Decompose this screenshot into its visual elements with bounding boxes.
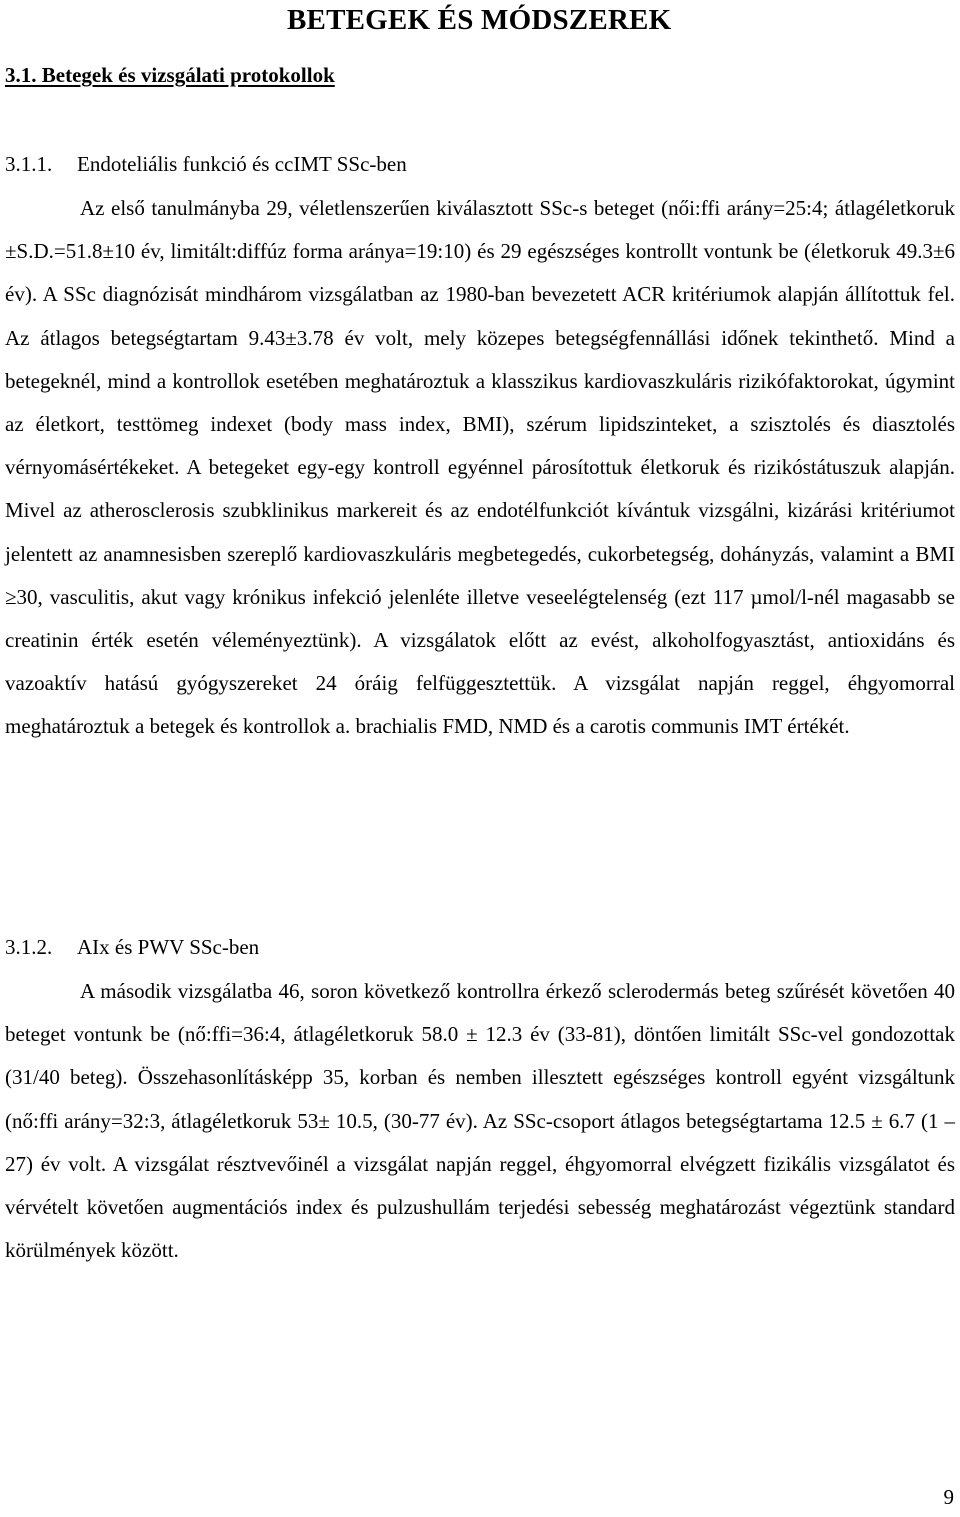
subsection-paragraph-1: Az első tanulmányba 29, véletlenszerűen kiválasztott SSc-s beteget (női:ffi arány=25:4; átlagéletkoruk ±S.D.=51.8±10 év, limitált:diffúz forma aránya=19:10) és 29 egészséges kontrollt vontunk be (életkoruk 49.3±6 év). A SSc diagnózisát mindhárom vizsgálatban az 1980-ban bevezetett ACR kritériumok alapján állítottuk fel. Az átlagos betegségtartam 9.43±3.78 év volt, mely közepes betegségfennállási időnek tekinthető. Mind a betegeknél, mind a kontrollok esetében meghatároztuk a klasszikus kardiovaszkuláris rizikófaktorokat, úgymint az életkort, testtömeg indexet (body mass index, BMI), szérum lipidszinteket, a szisztolés és diasztolés vérnyomásértékeket. A betegeket egy-egy kontroll egyénnel párosítottuk életkoruk és rizikóstátuszuk alapján. Mivel az atherosclerosis szubklinikus markereit és az endotélfunkciót kívántuk vizsgálni, kizárási kritériumot jelentett az anamnesisben szereplő kardiovaszkuláris megbetegedés, cukorbetegség, dohányzás, valamint a BMI ≥30, vasculitis, akut vagy krónikus infekció jelenléte illetve veseelégtelenség (ezt 117 µmol/l-nél magasabb se creatinin érték esetén véleményeztünk). A vizsgálatok előtt az evést, alkoholfogyasztást, antioxidáns és vazoaktív hatású gyógyszereket 24 óráig felfüggesztettük. A vizsgálat napján reggel, éhgyomorral meghatároztuk a betegek és kontrollok a. brachialis FMD, NMD és a carotis communis IMT értékét. bbox=[5, 196, 955, 739]
subsection-number: 3.1.1. bbox=[5, 152, 53, 176]
page-number: 9 bbox=[943, 1485, 954, 1509]
subsection-number: 3.1.2. bbox=[5, 935, 53, 959]
subsection-paragraph-2: A második vizsgálatba 46, soron következő kontrollra érkező sclerodermás beteg szűrését követően 40 beteget vontunk be (nő:ffi=36:4, átlagéletkoruk 58.0 ± 12.3 év (33-81), döntően limitált SSc-vel gondozottak (31/40 beteg). Összehasonlításképp 35, korban és nemben illesztett egészséges kontroll egyént vizsgáltunk (nő:ffi arány=32:3, átlagéletkoruk 53± 10.5, (30-77 év). Az SSc-csoport átlagos betegségtartama 12.5 ± 6.7 (1 – 27) év volt. A vizsgálat résztvevőinél a vizsgálat napján reggel, éhgyomorral elvégzett fizikális vizsgálatot és vérvételt követően augmentációs index és pulzushullám terjedési sebesség meghatározást végeztünk standard körülmények között. bbox=[5, 979, 955, 1263]
subsection-title: Endoteliális funkció és ccIMT SSc-ben bbox=[77, 152, 407, 176]
subsection-title: AIx és PWV SSc-ben bbox=[77, 935, 260, 959]
subsection-heading-1 bbox=[5, 152, 407, 177]
subsection-heading-2 bbox=[5, 935, 259, 960]
section-heading: 3.1. Betegek és vizsgálati protokollok bbox=[5, 63, 335, 87]
chapter-title: BETEGEK ÉS MÓDSZEREK bbox=[287, 4, 672, 36]
